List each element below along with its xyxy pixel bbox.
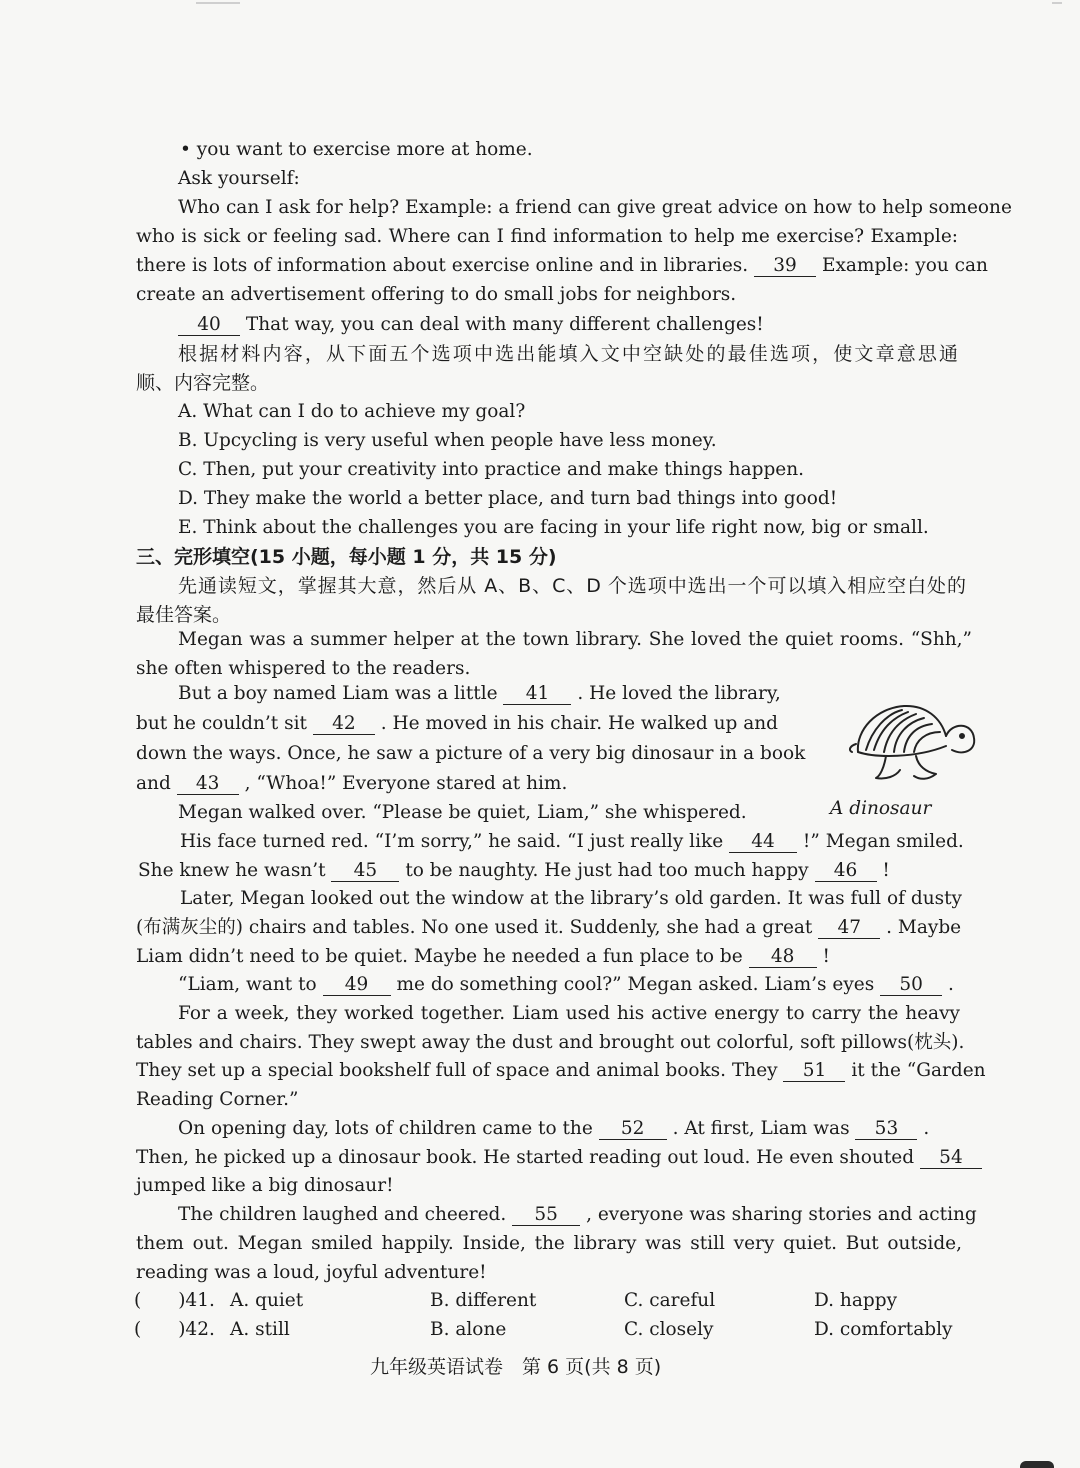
text: (布满灰尘的) chairs and tables. No one used it. Suddenly, she had a great: [136, 917, 813, 938]
answer-option: B. different: [430, 1290, 537, 1311]
text: , everyone was sharing stories and acting: [586, 1204, 977, 1225]
text: . He loved the library,: [577, 683, 781, 704]
cloze-line: tables and chairs. They swept away the dust and brought out colorful, soft pillows(枕头).: [136, 1032, 965, 1053]
text: Liam didn’t need to be quiet. Maybe he needed a fun place to be: [136, 946, 743, 967]
cloze-line: Megan was a summer helper at the town library. She loved the quiet rooms. “Shh,”: [178, 629, 972, 650]
option-b: B. Upcycling is very useful when people have less money.: [178, 430, 717, 451]
ask-line: Ask yourself:: [178, 168, 300, 189]
bullet-line: • you want to exercise more at home.: [180, 139, 533, 160]
text: But a boy named Liam was a little: [178, 683, 498, 704]
passage-line: Who can I ask for help? Example: a friend can give great advice on how to help someone: [178, 197, 1012, 218]
text: The children laughed and cheered.: [178, 1204, 507, 1225]
dinosaur-caption: A dinosaur: [830, 798, 932, 819]
cloze-line: [136, 712, 778, 736]
passage-line: create an advertisement offering to do small jobs for neighbors.: [136, 284, 737, 305]
text: .: [923, 1118, 930, 1139]
cloze-line: jumped like a big dinosaur!: [136, 1175, 394, 1196]
answer-option: B. alone: [430, 1319, 507, 1340]
text: His face turned red. “I’m sorry,” he said. “I just really like: [180, 831, 724, 852]
text: !” Megan smiled.: [802, 831, 964, 852]
passage-line: [178, 313, 764, 337]
cloze-line: [178, 973, 954, 997]
text: .: [948, 974, 954, 995]
blank-44: 44: [729, 832, 797, 853]
blank-55: 55: [512, 1205, 580, 1226]
scan-mark-top: [196, 2, 240, 4]
text: there is lots of information about exercise online and in libraries.: [136, 255, 749, 276]
cloze-line: For a week, they worked together. Liam used his active energy to carry the heavy: [178, 1003, 960, 1024]
cloze-line: [178, 1117, 929, 1141]
text: Example: you can: [821, 255, 988, 276]
section-title: 三、完形填空(15 小题，每小题 1 分，共 15 分): [136, 546, 557, 568]
text: She knew he wasn’t: [138, 860, 326, 881]
cloze-line: [136, 772, 567, 796]
answer-option: D. comfortably: [814, 1319, 953, 1340]
cloze-line: Later, Megan looked out the window at the library’s old garden. It was full of dusty: [180, 888, 962, 909]
answer-option: C. careful: [624, 1290, 716, 1311]
blank-53: 53: [855, 1119, 917, 1140]
cloze-line: them out. Megan smiled happily. Inside, the library was still very quiet. But outside,: [136, 1233, 962, 1254]
text: me do something cool?” Megan asked. Liam’s eyes: [396, 974, 875, 995]
question-number: ( )41.: [134, 1290, 215, 1311]
answer-option: A. quiet: [230, 1290, 304, 1311]
answer-option: A. still: [230, 1319, 290, 1340]
blank-41: 41: [503, 684, 571, 705]
cloze-line: [136, 916, 961, 940]
text: to be naughty. He just had too much happy: [405, 860, 809, 881]
task-instruction: 根据材料内容，从下面五个选项中选出能填入文中空缺处的最佳选项，使文章意思通: [178, 343, 958, 365]
cloze-line: [138, 859, 890, 883]
blank-43: 43: [177, 774, 239, 795]
scan-mark-corner: [1020, 1461, 1054, 1468]
cloze-line: [136, 1059, 986, 1083]
text: !: [882, 860, 890, 881]
cloze-line: [136, 945, 830, 969]
text: They set up a special bookshelf full of space and animal books. They: [136, 1060, 778, 1081]
question-number: ( )42.: [134, 1319, 215, 1340]
text: “Liam, want to: [178, 974, 317, 995]
answer-option: D. happy: [814, 1290, 898, 1311]
option-e: E. Think about the challenges you are facing in your life right now, big or small.: [178, 517, 929, 538]
cloze-line: [136, 1146, 982, 1170]
blank-46: 46: [815, 861, 877, 882]
cloze-line: reading was a loud, joyful adventure!: [136, 1262, 487, 1283]
section-instruction: 先通读短文，掌握其大意，然后从 A、B、C、D 个选项中选出一个可以填入相应空白处的: [178, 575, 966, 597]
answer-option: C. closely: [624, 1319, 714, 1340]
cloze-line: Megan walked over. “Please be quiet, Liam,” she whispered.: [178, 802, 747, 823]
blank-48: 48: [749, 947, 817, 968]
text: it the “Garden: [851, 1060, 986, 1081]
passage-line: [136, 254, 988, 278]
blank-40: 40: [178, 315, 240, 336]
dinosaur-illustration: [846, 700, 978, 790]
blank-42: 42: [313, 714, 375, 735]
cloze-line: Reading Corner.”: [136, 1089, 299, 1110]
cloze-line: [178, 1203, 977, 1227]
text: . He moved in his chair. He walked up and: [380, 713, 779, 734]
text: and: [136, 773, 171, 794]
section-instruction: 最佳答案。: [136, 604, 232, 626]
blank-51: 51: [783, 1061, 845, 1082]
option-a: A. What can I do to achieve my goal?: [178, 401, 526, 422]
cloze-line: [178, 682, 781, 706]
text: but he couldn’t sit: [136, 713, 307, 734]
blank-50: 50: [880, 975, 942, 996]
option-c: C. Then, put your creativity into practice and make things happen.: [178, 459, 805, 480]
task-instruction: 顺、内容完整。: [136, 372, 270, 394]
passage-line: who is sick or feeling sad. Where can I find information to help me exercise? Example:: [136, 226, 958, 247]
scan-mark-top-right: [1052, 2, 1062, 4]
blank-49: 49: [323, 975, 391, 996]
blank-47: 47: [818, 918, 880, 939]
text: !: [822, 946, 830, 967]
text: , “Whoa!” Everyone stared at him.: [244, 773, 568, 794]
blank-54: 54: [920, 1148, 982, 1169]
cloze-line: she often whispered to the readers.: [136, 658, 471, 679]
blank-45: 45: [331, 861, 399, 882]
text: . Maybe: [886, 917, 962, 938]
text: That way, you can deal with many different challenges!: [245, 314, 764, 335]
text: On opening day, lots of children came to the: [178, 1118, 593, 1139]
cloze-line: down the ways. Once, he saw a picture of a very big dinosaur in a book: [136, 743, 806, 764]
text: . At first, Liam was: [672, 1118, 850, 1139]
blank-52: 52: [599, 1119, 667, 1140]
page-footer: 九年级英语试卷 第 6 页(共 8 页): [370, 1356, 662, 1378]
cloze-line: [180, 830, 964, 854]
option-d: D. They make the world a better place, and turn bad things into good!: [178, 488, 838, 509]
text: Then, he picked up a dinosaur book. He started reading out loud. He even shouted: [136, 1147, 915, 1168]
blank-39: 39: [754, 256, 816, 277]
